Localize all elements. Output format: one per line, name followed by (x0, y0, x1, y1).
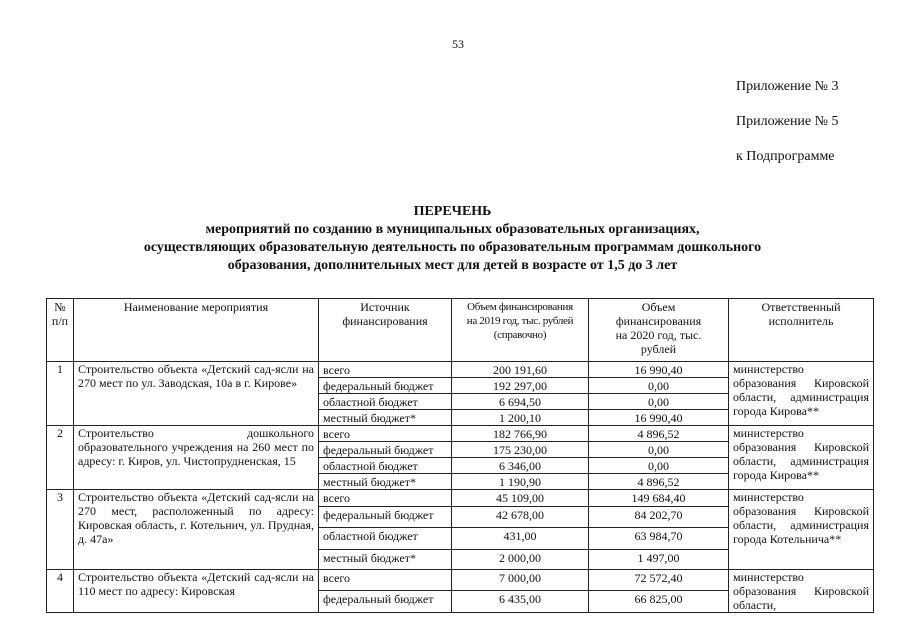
amount-2019: 6 346,00 (452, 458, 589, 474)
amount-2019: 7 000,00 (452, 570, 589, 591)
amount-2020: 1 497,00 (589, 550, 729, 570)
table-row (47, 426, 874, 442)
document-title (0, 203, 905, 275)
header-num: № п/п (47, 299, 74, 362)
appendix-line-1: Приложение № 3 (736, 79, 839, 94)
title-line: мероприятий по созданию в муниципальных образовательных организациях, (205, 222, 700, 237)
row-number: 4 (47, 570, 74, 613)
funding-source: всего (319, 362, 452, 378)
funding-source: федеральный бюджет (319, 378, 452, 394)
amount-2020: 16 990,40 (589, 362, 729, 378)
amount-2020: 84 202,70 (589, 507, 729, 528)
amount-2019: 175 230,00 (452, 442, 589, 458)
measure-name: Строительство объекта «Детский сад-ясли на 110 мест по адресу: Кировская (74, 570, 319, 613)
appendix-line-2: Приложение № 5 (736, 114, 839, 129)
amount-2020: 4 896,52 (589, 426, 729, 442)
header-2019: Объем финансирования на 2019 год, тыс. рублей (справочно) (452, 299, 589, 362)
amount-2019: 182 766,90 (452, 426, 589, 442)
measure-name: Строительство объекта «Детский сад-ясли на 270 мест по ул. Заводская, 10а в г. Кирове» (74, 362, 319, 426)
table-row (47, 362, 874, 378)
amount-2019: 42 678,00 (452, 507, 589, 528)
funding-source: всего (319, 490, 452, 507)
header-2020: Объем финансирования на 2020 год, тыс. рублей (589, 299, 729, 362)
amount-2020: 4 896,52 (589, 474, 729, 490)
amount-2019: 192 297,00 (452, 378, 589, 394)
table-header-row (47, 299, 874, 362)
amount-2019: 45 109,00 (452, 490, 589, 507)
amount-2020: 16 990,40 (589, 410, 729, 426)
row-number: 1 (47, 362, 74, 426)
responsible-executor: министерство образования Кировской области, администрация города Котельнича** (729, 490, 874, 570)
funding-source: местный бюджет* (319, 410, 452, 426)
funding-source: местный бюджет* (319, 550, 452, 570)
table-row (47, 570, 874, 591)
table-row (47, 490, 874, 507)
amount-2020: 63 984,70 (589, 528, 729, 550)
amount-2019: 1 200,10 (452, 410, 589, 426)
amount-2020: 66 825,00 (589, 590, 729, 612)
page-number: 53 (452, 37, 464, 51)
funding-source: федеральный бюджет (319, 442, 452, 458)
amount-2020: 0,00 (589, 394, 729, 410)
amount-2019: 6 694,50 (452, 394, 589, 410)
funding-source: федеральный бюджет (319, 590, 452, 612)
header-source: Источник финансирования (319, 299, 452, 362)
responsible-executor: министерство образования Кировской области, администрация города Кирова** (729, 426, 874, 490)
amount-2019: 200 191,60 (452, 362, 589, 378)
amount-2019: 1 190,90 (452, 474, 589, 490)
title-line: осуществляющих образовательную деятельность по образовательным программам дошкольного (143, 240, 762, 255)
measures-table (46, 298, 874, 613)
amount-2019: 6 435,00 (452, 590, 589, 612)
amount-2020: 0,00 (589, 458, 729, 474)
responsible-executor: министерство образования Кировской области, администрация города Кирова** (729, 362, 874, 426)
measure-name: Строительство объекта «Детский сад-ясли на 270 мест, расположенный по адресу: Кировская область, г. Котельнич, ул. Прудная, д. 47а» (74, 490, 319, 570)
amount-2020: 72 572,40 (589, 570, 729, 591)
row-number: 3 (47, 490, 74, 570)
header-name: Наименование мероприятия (74, 299, 319, 362)
measure-name: Строительство дошкольного образовательного учреждения на 260 мест по адресу: г. Киров, ул. Чистопрудненская, 15 (74, 426, 319, 490)
appendix-line-3: к Подпрограмме (736, 149, 835, 164)
amount-2019: 431,00 (452, 528, 589, 550)
funding-source: федеральный бюджет (319, 507, 452, 528)
title-heading: ПЕРЕЧЕНЬ (413, 204, 492, 219)
amount-2020: 149 684,40 (589, 490, 729, 507)
responsible-executor: министерство образования Кировской области, (729, 570, 874, 613)
header-executor: Ответственный исполнитель (729, 299, 874, 362)
funding-source: областной бюджет (319, 458, 452, 474)
title-line: образования, дополнительных мест для детей в возрасте от 1,5 до 3 лет (227, 258, 678, 273)
funding-source: всего (319, 426, 452, 442)
funding-source: областной бюджет (319, 394, 452, 410)
amount-2019: 2 000,00 (452, 550, 589, 570)
funding-source: областной бюджет (319, 528, 452, 550)
amount-2020: 0,00 (589, 378, 729, 394)
funding-source: местный бюджет* (319, 474, 452, 490)
row-number: 2 (47, 426, 74, 490)
funding-source: всего (319, 570, 452, 591)
amount-2020: 0,00 (589, 442, 729, 458)
